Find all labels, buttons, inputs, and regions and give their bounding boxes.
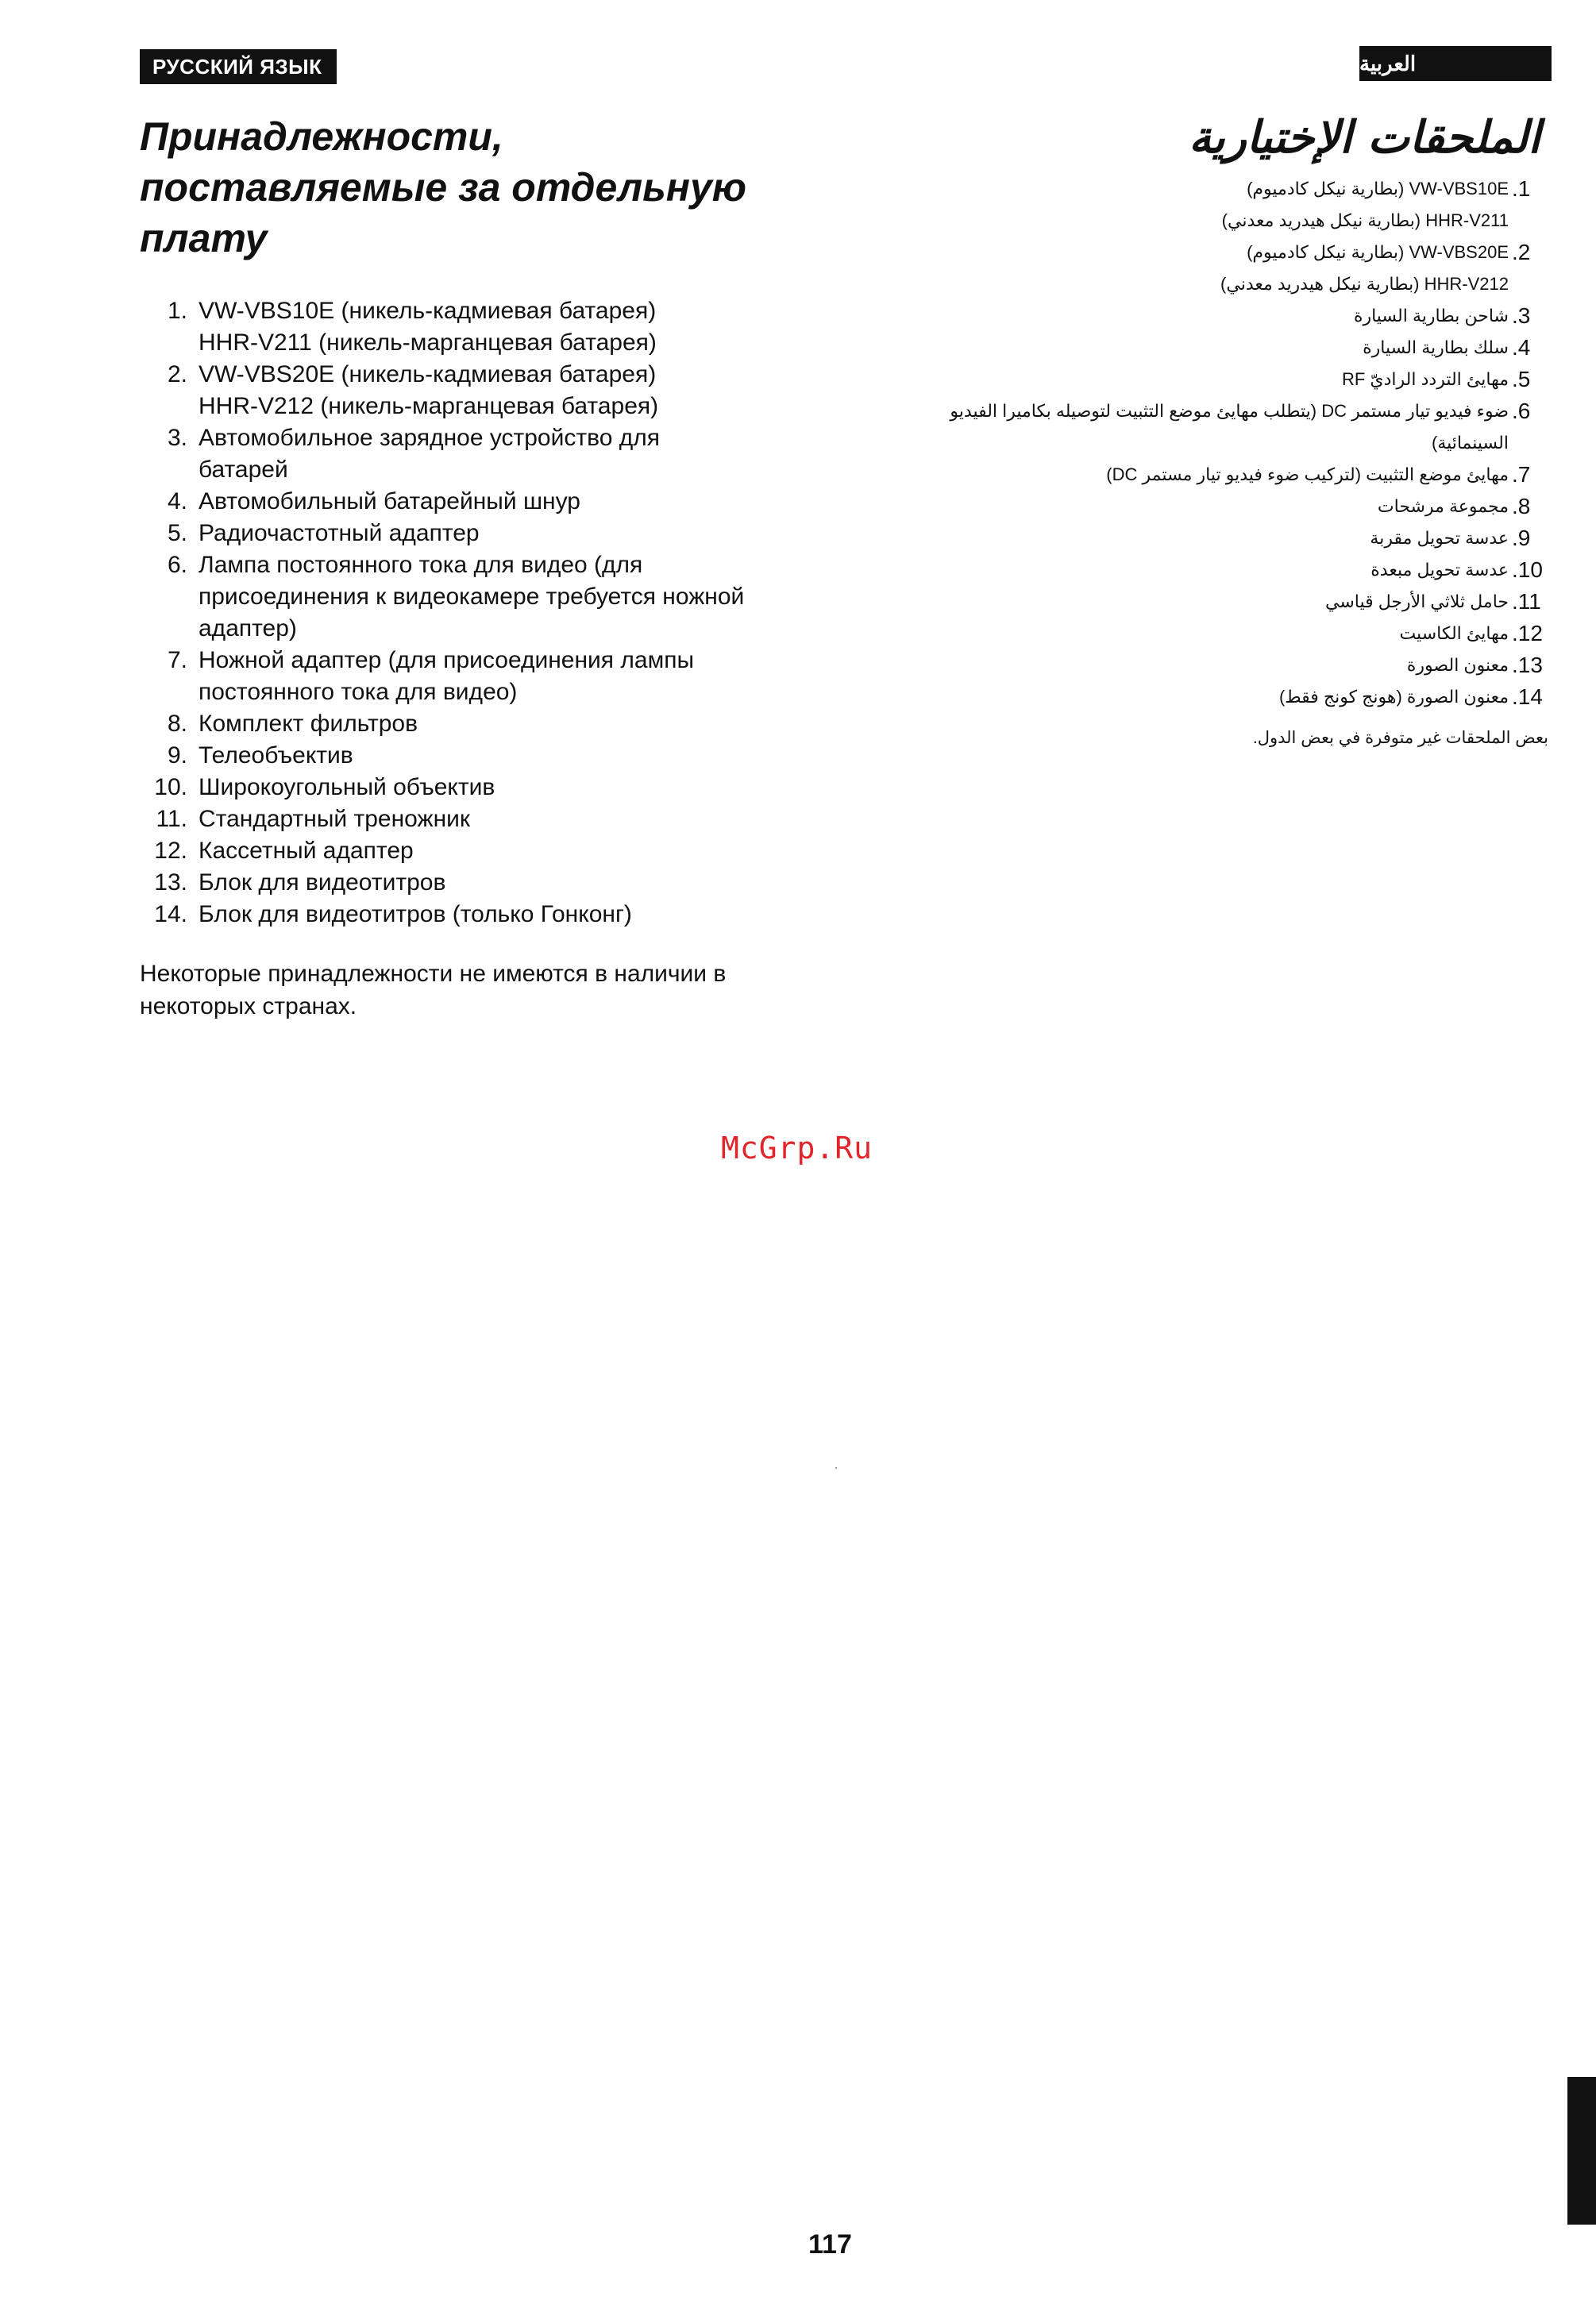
list-item xyxy=(897,649,1548,681)
arabic-availability-note: بعض الملحقات غير متوفرة في بعض الدول. xyxy=(1252,729,1548,747)
list-item xyxy=(140,835,799,867)
item-number: 1. xyxy=(167,298,187,324)
item-text: Блок для видеотитров xyxy=(199,869,446,896)
item-text: Стандартный треножник xyxy=(199,806,471,832)
list-item xyxy=(897,681,1548,713)
item-number: 12. xyxy=(154,838,187,864)
item-text: Телеобъектив xyxy=(199,742,353,769)
language-badge-russian: РУССКИЙ ЯЗЫК xyxy=(140,49,337,84)
item-text: Комплект фильтров xyxy=(199,711,418,737)
item-number: .10 xyxy=(1512,557,1543,582)
item-number: .14 xyxy=(1512,684,1543,709)
item-number: 4. xyxy=(167,488,187,514)
list-item xyxy=(897,300,1548,332)
list-item xyxy=(140,486,799,518)
item-number: 3. xyxy=(167,425,187,451)
item-number: .3 xyxy=(1512,303,1531,328)
list-item xyxy=(140,803,799,835)
edge-tab-marker xyxy=(1567,2077,1596,2225)
list-item xyxy=(897,237,1548,300)
item-number: .4 xyxy=(1512,335,1531,360)
list-item xyxy=(140,549,799,645)
russian-column xyxy=(140,111,799,1046)
item-number: .7 xyxy=(1512,462,1531,487)
item-text: VW-VBS20E (никель-кадмиевая батарея) HHR-V212 (никель-марганцевая батарея) xyxy=(199,361,659,419)
list-item xyxy=(897,173,1548,237)
item-number: 11. xyxy=(156,806,187,832)
item-number: .2 xyxy=(1512,240,1531,264)
item-text: مجموعة مرشحات xyxy=(1377,496,1509,516)
item-text: مهايئ الكاسيت xyxy=(1399,623,1509,643)
list-item xyxy=(897,491,1548,522)
list-item xyxy=(897,522,1548,554)
item-number: .11 xyxy=(1512,589,1541,614)
item-text: Автомобильный батарейный шнур xyxy=(199,488,580,514)
list-item xyxy=(897,395,1548,459)
list-item xyxy=(140,518,799,549)
item-text: Лампа постоянного тока для видео (для присоединения к видеокамере требуется ножной адаптер) xyxy=(199,552,745,641)
item-text: ضوء فيديو تيار مستمر DC (يتطلب مهايئ موضع التثبيت لتوصيله بكاميرا الفيديو السينمائية) xyxy=(950,401,1509,453)
list-item xyxy=(140,708,799,740)
russian-accessory-list xyxy=(140,295,799,930)
list-item xyxy=(140,867,799,899)
list-item xyxy=(140,645,799,708)
item-number: 14. xyxy=(154,901,187,927)
item-number: .9 xyxy=(1512,526,1531,550)
item-text: عدسة تحويل مقربة xyxy=(1370,528,1509,548)
list-item xyxy=(897,586,1548,618)
item-text: Кассетный адаптер xyxy=(199,838,414,864)
list-item xyxy=(897,459,1548,491)
item-number: .13 xyxy=(1512,653,1543,677)
item-number: .1 xyxy=(1512,176,1531,201)
watermark: McGrp.Ru xyxy=(721,1131,873,1165)
item-number: .8 xyxy=(1512,494,1531,518)
item-number: 10. xyxy=(154,774,187,800)
item-text: Автомобильное зарядное устройство для батарей xyxy=(199,425,660,483)
item-text: VW-VBS20E (بطارية نيكل كادميوم) HHR-V212 (بطارية نيكل هيدريد معدني) xyxy=(1220,242,1509,294)
item-text: عدسة تحويل مبعدة xyxy=(1370,560,1509,580)
item-number: .12 xyxy=(1512,621,1543,645)
item-text: معنون الصورة xyxy=(1406,655,1509,675)
item-text: VW-VBS10E (بطارية نيكل كادميوم) HHR-V211 (بطارية نيكل هيدريد معدني) xyxy=(1221,179,1509,230)
list-item xyxy=(140,422,799,486)
item-text: مهايئ موضع التثبيت (لتركيب ضوء فيديو تيار مستمر DC) xyxy=(1106,464,1509,484)
russian-availability-note: Некоторые принадлежности не имеются в наличии в некоторых странах. xyxy=(140,961,727,1019)
item-number: 2. xyxy=(167,361,187,387)
list-item xyxy=(897,618,1548,649)
list-item xyxy=(897,332,1548,364)
arabic-accessory-list xyxy=(897,173,1548,713)
item-number: 8. xyxy=(167,711,187,737)
item-text: Блок для видеотитров (только Гонконг) xyxy=(199,901,632,927)
item-text: مهايئ التردد الراديّ RF xyxy=(1341,369,1509,389)
item-text: Широкоугольный объектив xyxy=(199,774,495,800)
list-item xyxy=(140,899,799,930)
item-text: Радиочастотный адаптер xyxy=(199,520,480,546)
item-number: 5. xyxy=(167,520,187,546)
page-number: 117 xyxy=(808,2229,852,2260)
russian-title: Принадлежности, поставляемые за отдельную плату xyxy=(140,114,747,260)
list-item xyxy=(140,772,799,803)
scan-speck xyxy=(835,1467,837,1469)
item-text: سلك بطارية السيارة xyxy=(1363,337,1509,357)
item-text: Ножной адаптер (для присоединения лампы постоянного тока для видео) xyxy=(199,647,695,705)
list-item xyxy=(140,740,799,772)
arabic-column xyxy=(897,110,1548,769)
list-item xyxy=(140,359,799,422)
item-text: حامل ثلاثي الأرجل قياسي xyxy=(1325,591,1509,611)
list-item xyxy=(897,364,1548,395)
list-item xyxy=(897,554,1548,586)
language-badge-arabic: العربية xyxy=(1359,46,1552,81)
arabic-title: الملحقات الإختيارية xyxy=(1189,111,1540,164)
item-number: 9. xyxy=(167,742,187,769)
item-text: معنون الصورة (هونج كونج فقط) xyxy=(1278,687,1509,707)
item-number: 13. xyxy=(154,869,187,896)
item-number: 7. xyxy=(167,647,187,673)
item-text: شاحن بطارية السيارة xyxy=(1353,306,1509,326)
item-number: .6 xyxy=(1512,399,1531,423)
item-number: 6. xyxy=(167,552,187,578)
item-number: .5 xyxy=(1512,367,1531,391)
list-item xyxy=(140,295,799,359)
item-text: VW-VBS10E (никель-кадмиевая батарея) HHR-V211 (никель-марганцевая батарея) xyxy=(199,298,657,356)
